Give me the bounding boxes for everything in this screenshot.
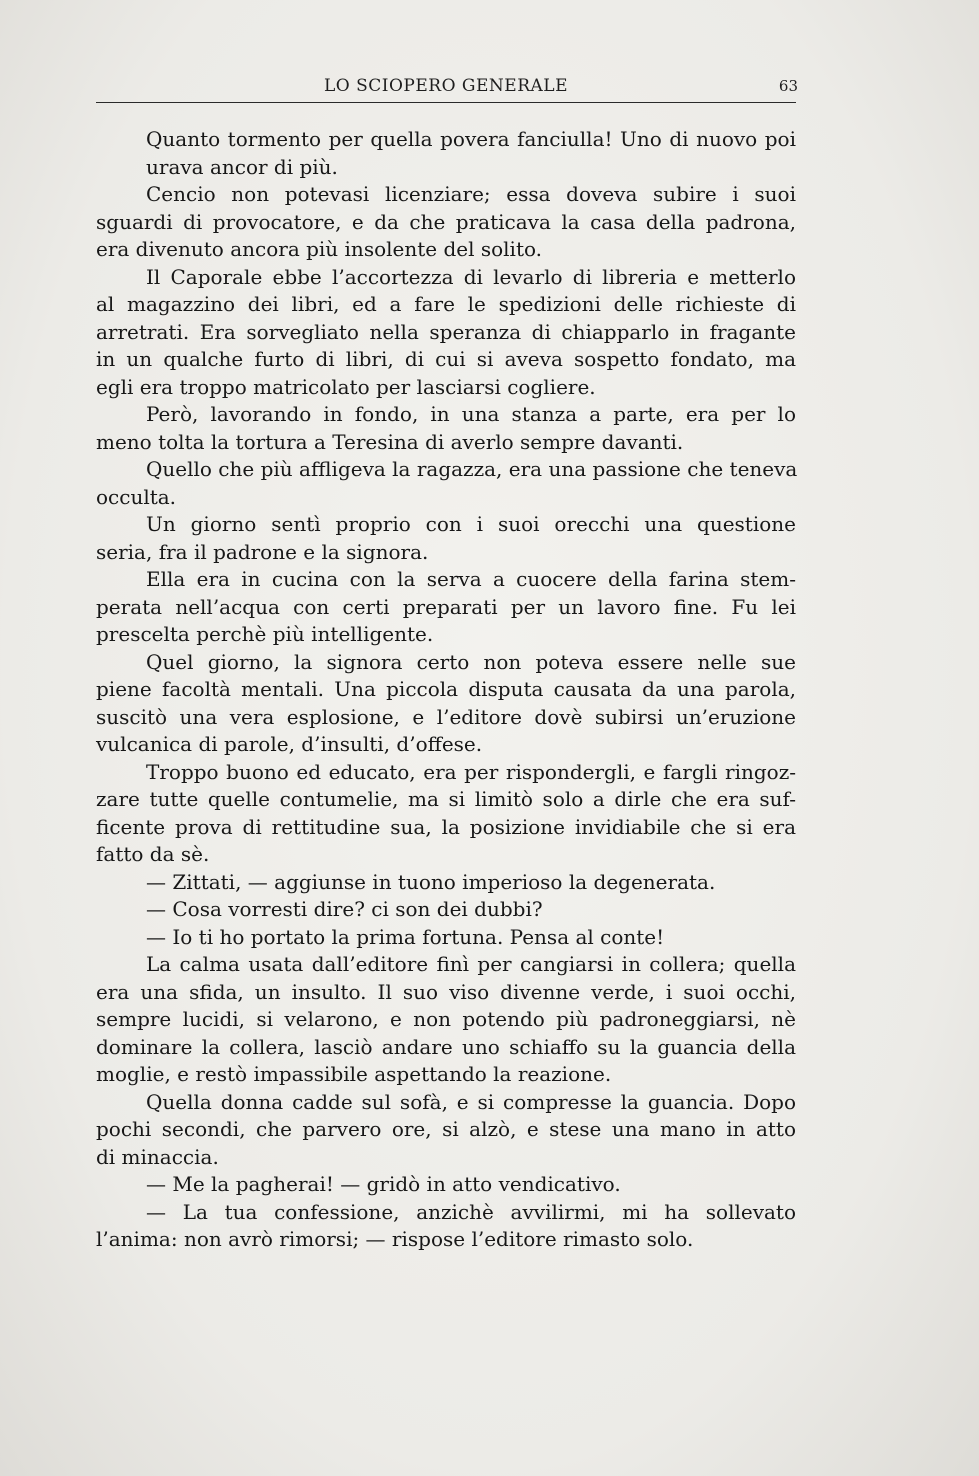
text-line: di minaccia. <box>96 1144 219 1169</box>
running-title: LO SCIOPERO GENERALE <box>324 76 568 96</box>
text-line: Ella era in cucina con la serva a cuocere della farina stem- <box>146 567 796 591</box>
text-line: al magazzino dei libri, ed a fare le spedizioni delle richieste di <box>96 292 796 316</box>
text-line: fatto da sè. <box>96 842 210 866</box>
text-line: Quella donna cadde sul sofà, e si compresse la guancia. Dopo <box>146 1089 796 1114</box>
text-line: pochi secondi, che parvero ore, si alzò, e stese una mano in atto <box>96 1117 796 1141</box>
text-line: piene facoltà mentali. Una piccola disputa causata da una parola, <box>96 677 796 701</box>
text-line: era divenuto ancora più insolente del solito. <box>96 237 543 261</box>
text-line: Troppo buono ed educato, era per rispondergli, e fargli ringoz- <box>146 759 796 784</box>
text-line: era una sfida, un insulto. Il suo viso divenne verde, i suoi occhi, <box>96 979 796 1004</box>
text-line: suscitò una vera esplosione, e l’editore dovè subirsi un’eruzione <box>96 704 796 729</box>
text-line: — Io ti ho portato la prima fortuna. Pensa al conte! <box>146 924 665 949</box>
text-line: Quanto tormento per quella povera fanciulla! Uno di nuovo poi <box>146 127 796 151</box>
text-line: sguardi di provocatore, e da che praticava la casa della padrona, <box>96 209 796 234</box>
text-line: arretrati. Era sorvegliato nella speranza di chiapparlo in fragante <box>96 319 796 344</box>
text-line: — Cosa vorresti dire? ci son dei dubbi? <box>146 897 543 921</box>
text-line: — Me la pagherai! — gridò in atto vendicativo. <box>146 1172 621 1196</box>
text-line: occulta. <box>96 484 177 509</box>
text-line: zare tutte quelle contumelie, ma si limitò solo a dirle che era suf- <box>96 787 796 811</box>
text-line: Quello che più affligeva la ragazza, era una passione che teneva <box>146 457 798 481</box>
text-line: Il Caporale ebbe l’accortezza di levarlo di libreria e metterlo <box>146 264 796 289</box>
text-line: ficente prova di rettitudine sua, la posizione invidiabile che si era <box>96 814 796 839</box>
text-line: La calma usata dall’editore finì per cangiarsi in collera; quella <box>146 952 796 976</box>
text-line: meno tolta la tortura a Teresina di averlo sempre davanti. <box>96 429 684 454</box>
running-head <box>96 76 796 102</box>
text-line: perata nell’acqua con certi preparati per un lavoro fine. Fu lei <box>96 594 796 619</box>
text-line: vulcanica di parole, d’insulti, d’offese. <box>96 732 483 756</box>
text-line: Cencio non potevasi licenziare; essa doveva subire i suoi <box>146 182 796 206</box>
text-line: Quel giorno, la signora certo non poteva essere nelle sue <box>146 649 796 674</box>
text-line: — Zittati, — aggiunse in tuono imperioso la degenerata. <box>146 869 716 894</box>
text-line: prescelta perchè più intelligente. <box>96 622 434 646</box>
text-line: l’anima: non avrò rimorsi; — rispose l’editore rimasto solo. <box>96 1227 694 1251</box>
text-line: moglie, e restò impassibile aspettando la reazione. <box>96 1062 612 1086</box>
text-line: Un giorno sentì proprio con i suoi orecchi una questione <box>146 512 796 536</box>
header-rule <box>96 102 796 103</box>
text-line: egli era troppo matricolato per lasciarsi cogliere. <box>96 374 596 399</box>
text-line: seria, fra il padrone e la signora. <box>96 539 429 564</box>
text-line: urava ancor di più. <box>146 154 338 179</box>
text-line: — La tua confessione, anzichè avvilirmi, mi ha sollevato <box>146 1199 796 1224</box>
body-text <box>96 126 796 1254</box>
text-line: Però, lavorando in fondo, in una stanza a parte, era per lo <box>146 402 796 426</box>
text-line: dominare la collera, lasciò andare uno schiaffo su la guancia della <box>96 1034 796 1059</box>
page-number: 63 <box>778 77 798 95</box>
text-line: in un qualche furto di libri, di cui si aveva sospetto fondato, ma <box>96 347 796 371</box>
text-line: sempre lucidi, si velarono, e non potendo più padroneggiarsi, nè <box>96 1007 796 1031</box>
